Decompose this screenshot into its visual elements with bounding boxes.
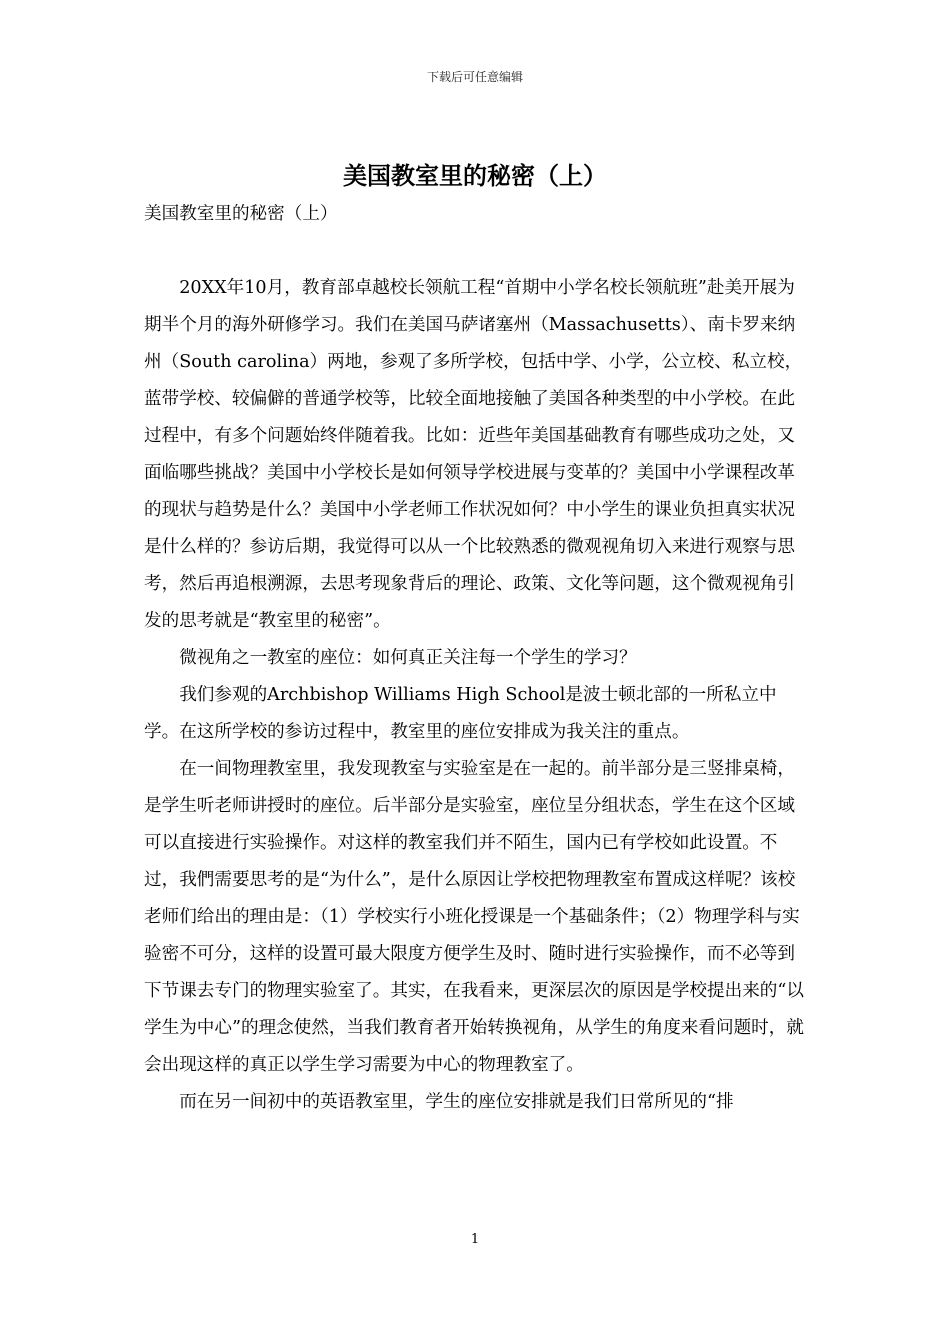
header-note: 下载后可任意编辑 [426,70,523,84]
section-heading: 微视角之一教室的座位：如何真正关注每一个学生的学习？ [179,648,637,668]
paragraph-english-classroom: 而在另一间初中的英语教室里，学生的座位安排就是我们日常所见的“排 [179,1092,734,1112]
paragraph-physics-classroom: 在一间物理教室里，我发现教室与实验室是在一起的。前半部分是三竖排桌椅，是学生听老师讲授时的座位。后半部分是实验室，座位呈分组状态，学生在这个区域可以直接进行实验操作。对这样的教室我们并不陌生，国内已有学校如此设置。不过，我們需要思考的是“为什么”，是什么原因让学校把物理教室布置成这样呢？该校老师们给出的理由是：（1）学校实行小班化授课是一个基础条件；（2）物理学科与实验密不可分，这样的设置可最大限度方便学生及时、随时进行实验操作，而不必等到下节课去专门的物理实验室了。其实，在我看来，更深层次的原因是学校提出来的“以学生为中心”的理念使然，当我们教育者开始转换视角，从学生的角度来看问题时，就会出现这样的真正以学生学习需要为中心的物理教室了。 [144,759,804,1075]
paragraph-intro: 20XX年10月，教育部卓越校长领航工程“首期中小学名校长领航班”赴美开展为期半个月的海外研修学习。我们在美国马萨诸塞州（Massachusetts）、南卡罗来纳州（South carolina）两地，参观了多所学校，包括中学、小学，公立校、私立校，蓝带学校、较偏僻的普通学校等，比较全面地接触了美国各种类型的中小学校。在此过程中，有多个问题始终伴随着我。比如：近些年美国基础教育有哪些成功之处，又面临哪些挑战？美国中小学校长是如何领导学校进展与变革的？美国中小学课程改革的现状与趋势是什么？美国中小学老师工作状况如何？中小学生的课业负担真实状况是什么样的？参访后期，我觉得可以从一个比较熟悉的微观视角切入来进行观察与思考，然后再追根溯源，去思考现象背后的理论、政策、文化等问题，这个微观视角引发的思考就是“教室里的秘密”。 [144,278,803,631]
paragraph-school: 我们参观的Archbishop Williams High School是波士顿北部的一所私立中学。在这所学校的参访过程中，教室里的座位安排成为我关注的重点。 [144,685,777,742]
document-title: 美国教室里的秘密（上） [343,161,607,190]
document-subtitle: 美国教室里的秘密（上） [144,204,338,224]
document-body [144,196,808,1121]
page-number: 1 [470,1232,480,1247]
